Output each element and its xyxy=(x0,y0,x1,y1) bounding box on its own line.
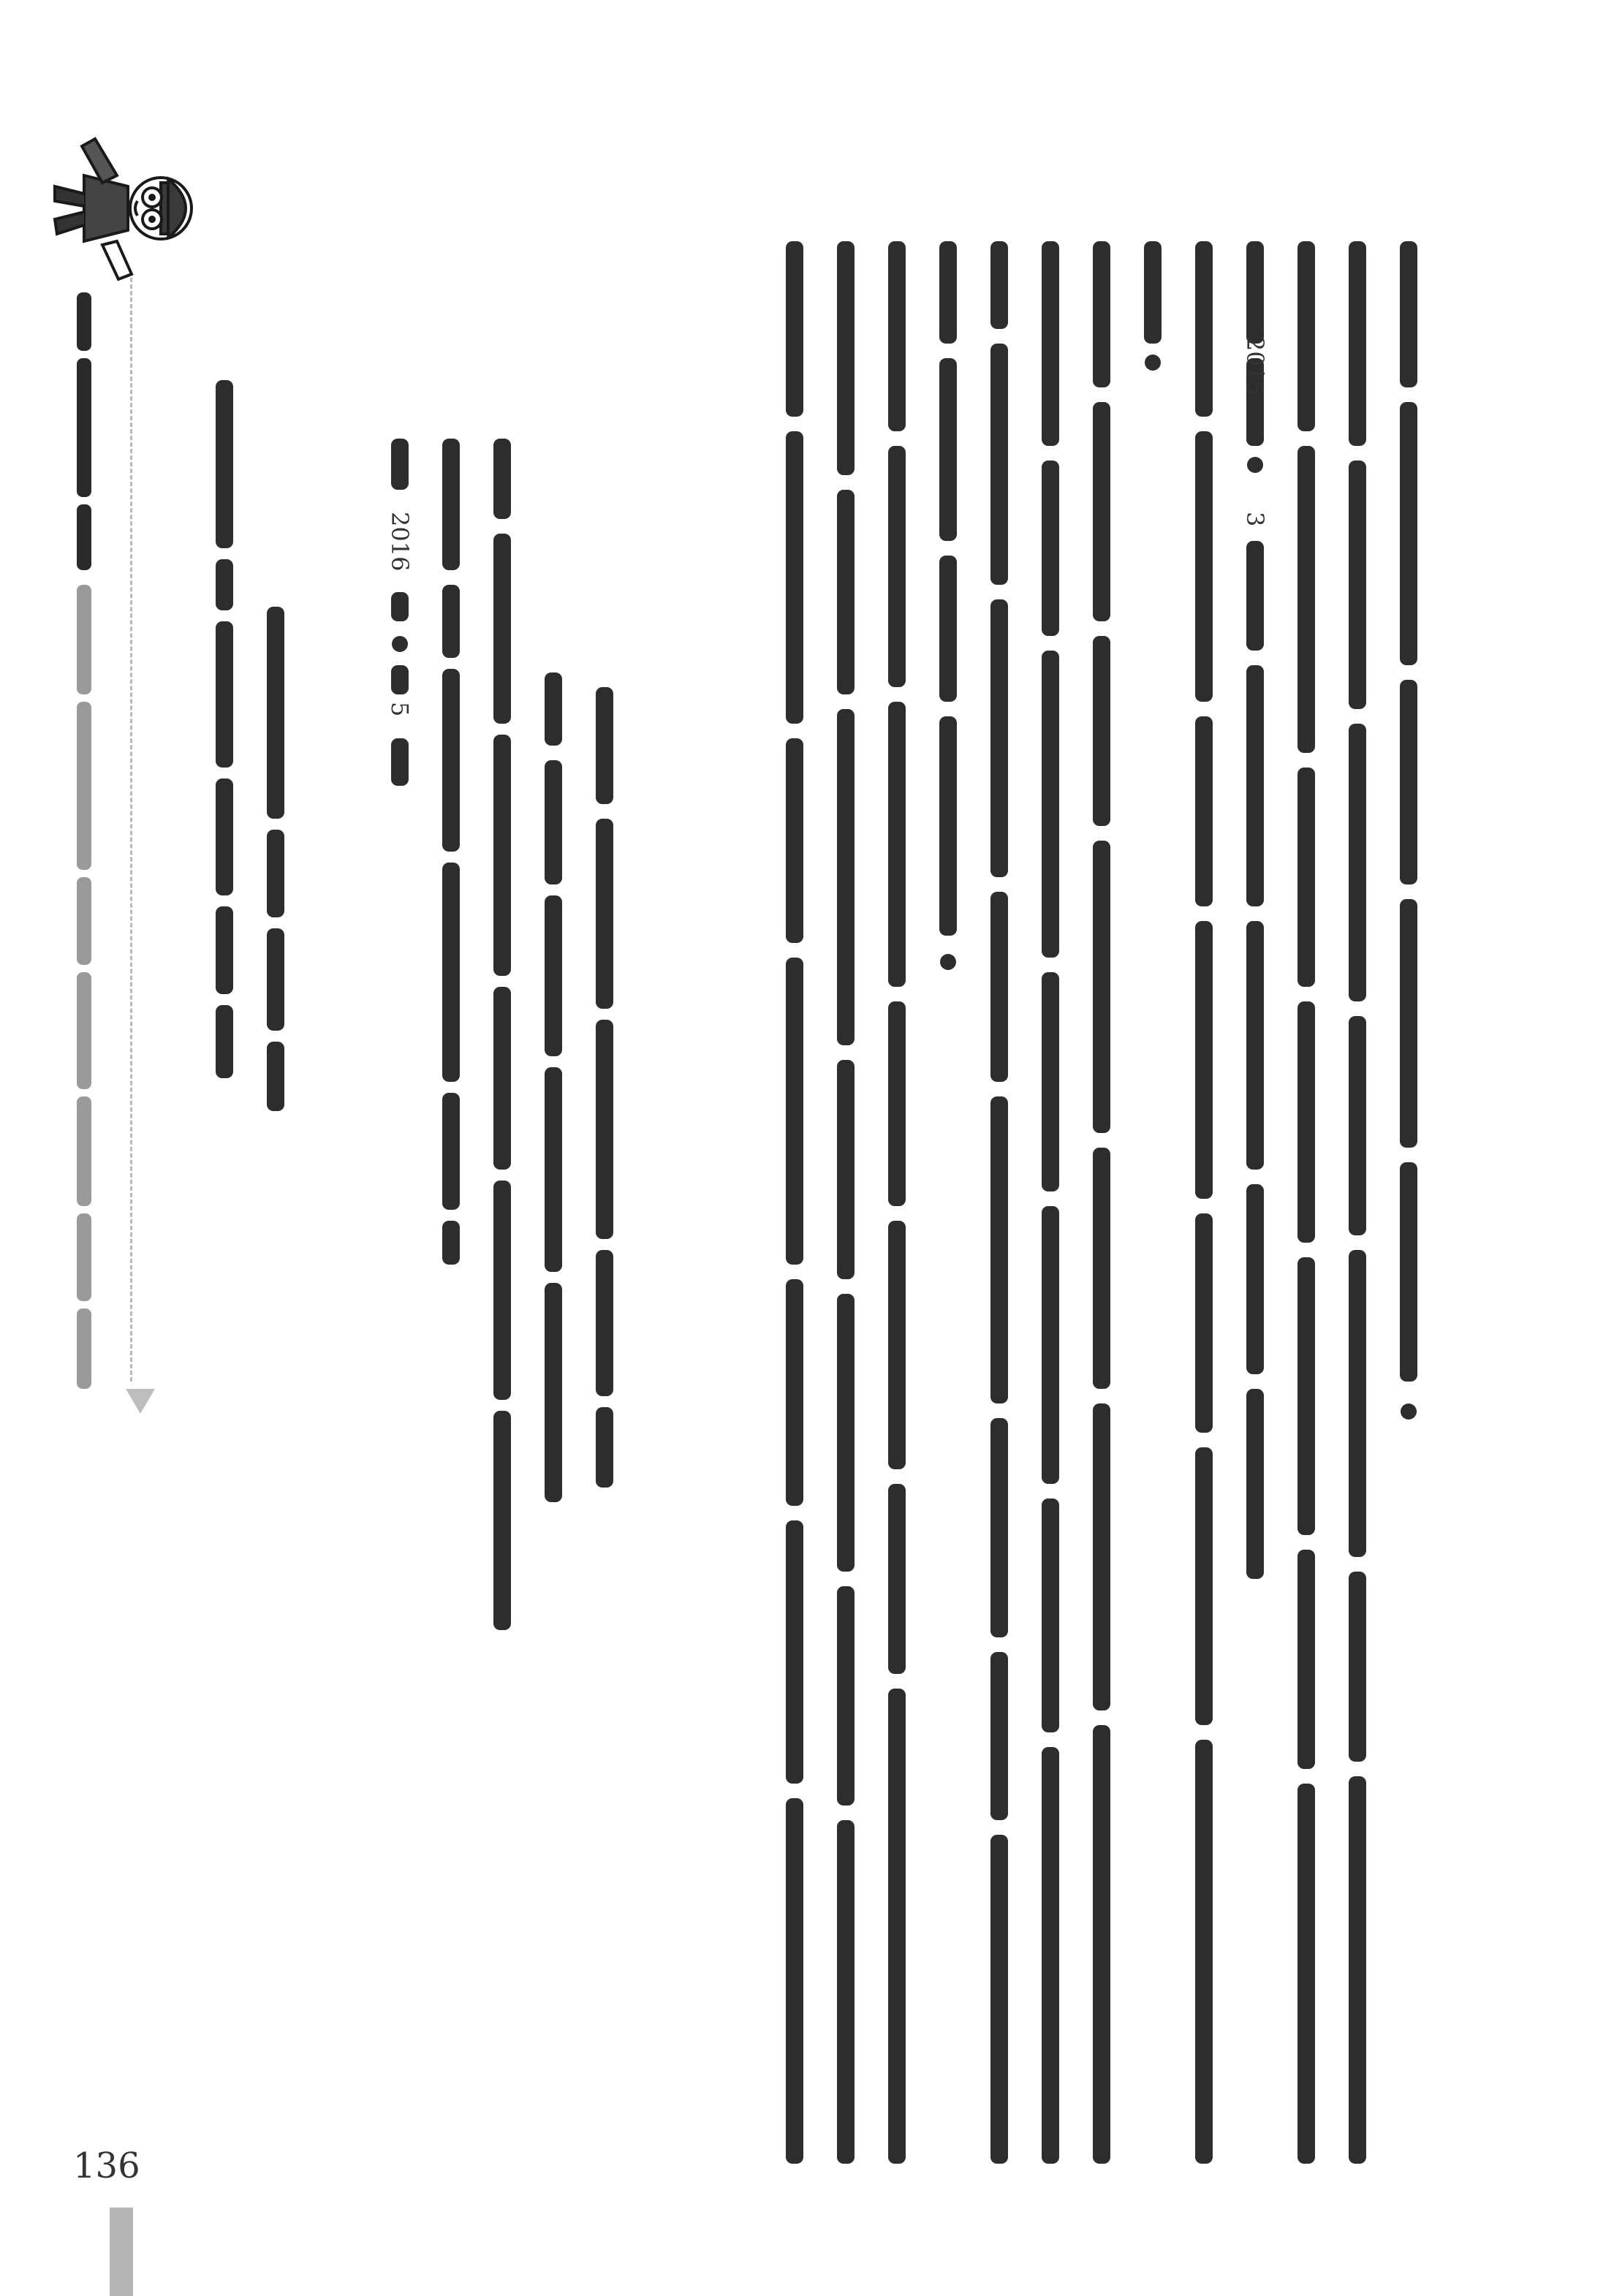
body-line-12 xyxy=(1345,241,1370,2171)
page-number: 136 xyxy=(73,2145,140,2186)
header-divider xyxy=(130,278,132,1382)
body-line-7 xyxy=(1089,241,1114,2171)
body-num-3: 3 xyxy=(1241,512,1269,527)
body-line-3 xyxy=(884,241,909,2171)
signature-line-6 xyxy=(592,687,617,1491)
body-line-10-mid xyxy=(1243,417,1268,504)
signature-line-5 xyxy=(541,672,566,1513)
body-line-2 xyxy=(833,241,858,2171)
date-year-2016: 2016 xyxy=(386,512,414,572)
body-year-2015: 2015 xyxy=(1241,336,1269,396)
body-line-8 xyxy=(1140,241,1165,373)
flying-boy-mascot-icon xyxy=(44,124,212,292)
running-header xyxy=(69,278,113,1433)
running-header-text xyxy=(69,278,99,1418)
date-day-5: 5 xyxy=(386,702,414,717)
body-line-9 xyxy=(1191,241,1216,2171)
signature-title-line-2 xyxy=(263,607,288,1111)
body-line-5 xyxy=(987,241,1012,2171)
body-line-4 xyxy=(936,241,961,1045)
body-line-13 xyxy=(1396,241,1421,1447)
body-line-10-rest xyxy=(1243,541,1268,1579)
date-label-line xyxy=(387,439,412,497)
page-edge-bar xyxy=(110,2208,133,2296)
date-tail xyxy=(387,738,412,789)
body-line-6 xyxy=(1038,241,1063,2171)
triangle-marker-icon xyxy=(126,1389,155,1414)
signature-line-4 xyxy=(490,439,515,1667)
signature-title-line-1 xyxy=(212,380,237,1082)
body-line-11 xyxy=(1294,241,1319,2171)
signature-line-3 xyxy=(439,439,463,1477)
body-line-1 xyxy=(782,241,807,2171)
